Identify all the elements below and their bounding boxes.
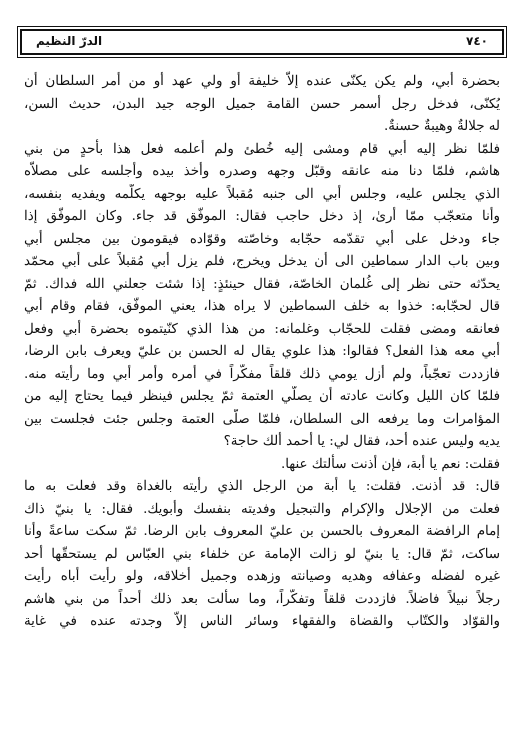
page-number: ٧٤٠ xyxy=(466,34,488,48)
text-line: قال لحجّابه: خذوا به خلف السماطين لا يراه هذا، يعني الموفّق، فقام وقام أبي xyxy=(24,299,500,314)
text-line: قال: قد أذنت. فقلت: يا أبة من الرجل الذي رأيته بالغداة وقد فعلت به ما xyxy=(24,479,500,494)
text-line: يُكنّى، فدخل رجل أسمر حسن القامة جميل الوجه جيد البدن، حديث السن، xyxy=(24,96,500,112)
text-line: الذي يجلس عليه، وجلس أبي الى جنبه مُقبلاً عليه بوجهه يكلّمه ويفديه بنفسه، xyxy=(24,186,500,202)
text-line: أبي معه هذا الفعل؟ فقالوا: هذا علوي يقال له الحسن بن عليّ ويعرف بابن الرضا، xyxy=(24,344,500,359)
text-line: المؤامرات وما يرفعه الى السلطان، فلمّا صلّى العتمة وجلس جئت فجلست بين xyxy=(24,411,500,427)
text-line: والقوّاد والكتّاب والقضاة والفقهاء وسائر الناس إلاّ وجدته عنده في غاية xyxy=(24,614,500,629)
text-line: ساكت، ثمّ قال: يا بنيّ لو زالت الإمامة عن خلفاء بني العبّاس لم يستحقّها أحد xyxy=(24,546,500,562)
page-header xyxy=(20,29,504,55)
text-line: يحدّثه حتى نظر إلى غُلمان الخاصّة، فقال حينئذٍ: إذا شئت جعلني الله فداك. ثمّ xyxy=(24,276,500,292)
body-text xyxy=(24,71,500,634)
text-line: فلمّا نظر إليه أبي قام ومشى إليه خُطئ ولم أعلمه فعل هذا بأحدٍ من بني xyxy=(24,141,500,157)
text-line: رجلاً نبيلاً فاضلاً. فازددت قلقاً وتفكّراً، وما سألت بعد ذلك أحداً من بني هاشم xyxy=(24,591,500,607)
text-line: غيره لفضله وعفافه وهديه وصيانته وزهده وجميل أخلاقه، ولو رأيت أباه رأيت xyxy=(24,569,500,584)
text-line: فعلت من الإجلال والإكرام والتبجيل وفديته بنفسك وأبويك. فقال: يا بنيّ ذاك xyxy=(24,501,500,517)
text-line: فقلت: نعم يا أبة، فإن أذنت سألتك عنها. xyxy=(280,456,500,472)
text-line: فعانقه ومضى فقلت للحجّاب وغلمانه: من هذا الذي كنّيتموه بحضرة أبي وفعل xyxy=(24,321,500,337)
text-line: فازددت تعجّباً، ولم أزل يومي ذلك قلقاً مفكّراً في أمره وأمر أبي وما رأيته منه. xyxy=(24,366,500,382)
text-line: له جلالةٌ وهيبةٌ حسنةٌ. xyxy=(383,119,500,134)
text-line: وأنا متعجّب ممّا أرىٰ، إذ دخل حاجب فقال: الموفّق قد جاء. وكان الموفّق إذا xyxy=(24,209,500,224)
text-line: هاشم، فلمّا دنا منه عانقه وقبّل وجهه وصدره وأخذ بيده وأجلسه على مصلاّه xyxy=(24,164,500,179)
running-title: الدرّ النظيم xyxy=(36,34,103,48)
text-line: يديه وليس عنده أحد، فقال لي: يا أحمد ألك حاجة؟ xyxy=(223,434,500,449)
text-line: بحضرة أبي، ولم يكن يكنّى عنده إلاّ خليفة أو ولي عهد أو من أمر السلطان أن xyxy=(24,74,500,89)
text-line: جاء ودخل على أبي تقدّمه حجّابه وخاصّته وقوّاده فيقومون بين مجلس أبي xyxy=(24,231,500,247)
text-line: وبين باب الدار سماطين الى أن يدخل ويخرج، فلم يزل أبي مُقبلاً على أبي محمّد xyxy=(24,254,500,269)
text-line: فلمّا كان الليل وكانت عادته أن يصلّي العتمة ثمّ يجلس فينظر فيما يحتاج إليه من xyxy=(24,389,500,404)
text-line: إمام الرافضة المعروف بالحسن بن عليّ المعروف بابن الرضا. ثمّ سكت ساعةً وأنا xyxy=(24,524,500,539)
